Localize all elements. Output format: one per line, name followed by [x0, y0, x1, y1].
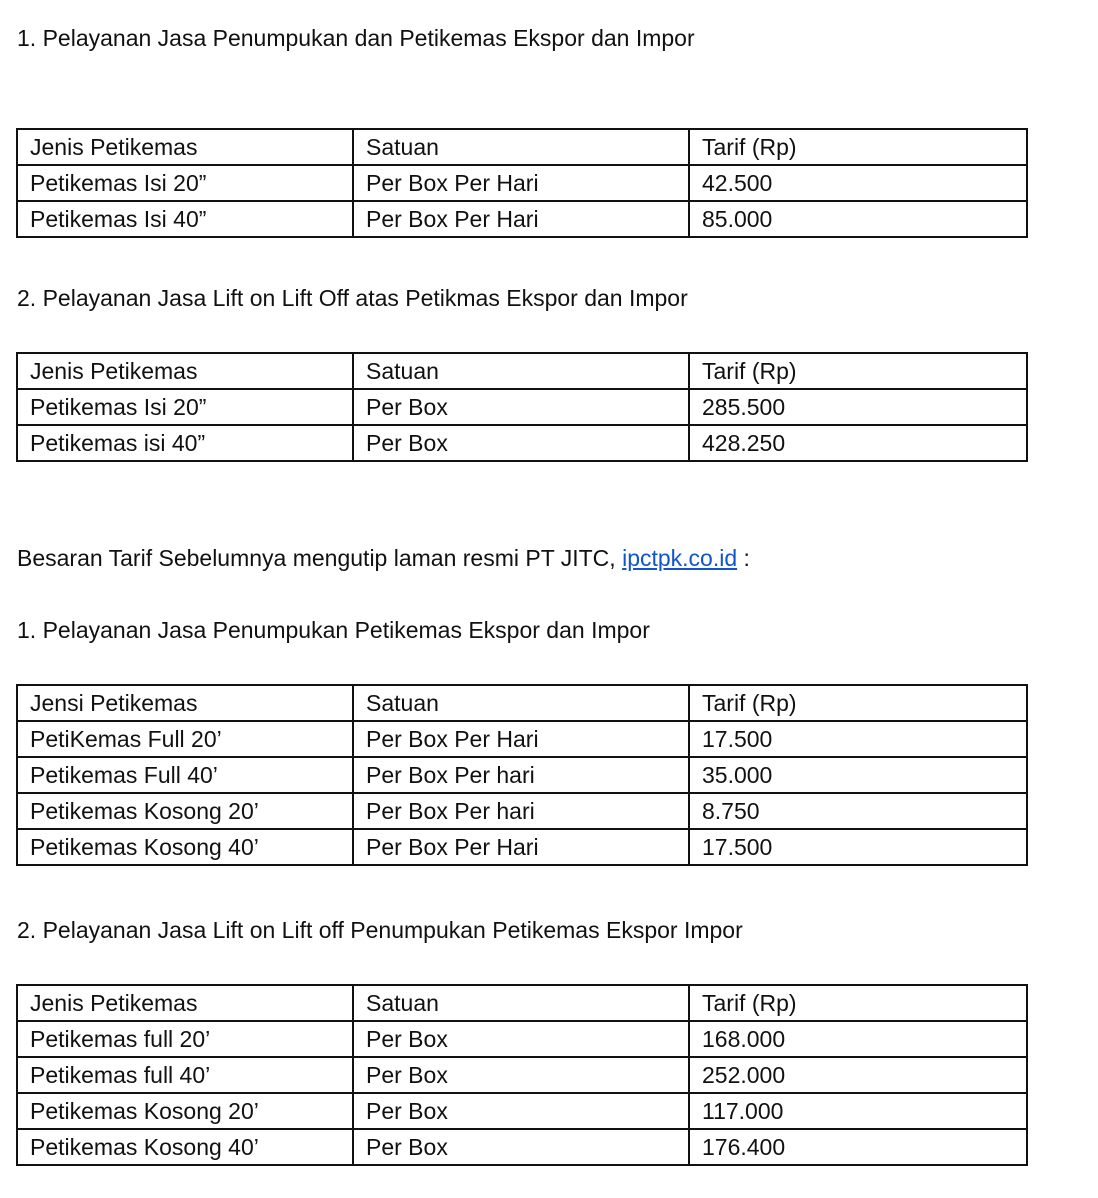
intro-suffix: :: [737, 545, 750, 571]
header-cell-unit: Satuan: [353, 129, 689, 165]
cell-unit: Per Box: [353, 1057, 689, 1093]
header-cell-type: Jenis Petikemas: [17, 129, 353, 165]
cell-type: Petikemas Kosong 20’: [17, 1093, 353, 1129]
cell-type: Petikemas Full 40’: [17, 757, 353, 793]
cell-tariff: 17.500: [689, 829, 1027, 865]
table-row: [17, 1093, 1027, 1129]
table-row: [17, 1129, 1027, 1165]
table-header-row: [17, 685, 1027, 721]
table-row: [17, 425, 1027, 461]
previous-tariff-intro: [17, 544, 750, 572]
source-link[interactable]: ipctpk.co.id: [622, 545, 738, 571]
header-cell-unit: Satuan: [353, 985, 689, 1021]
header-cell-unit: Satuan: [353, 353, 689, 389]
header-cell-type: Jensi Petikemas: [17, 685, 353, 721]
table-header-row: [17, 985, 1027, 1021]
table-row: [17, 201, 1027, 237]
cell-tariff: 35.000: [689, 757, 1027, 793]
cell-type: Petikemas Kosong 40’: [17, 829, 353, 865]
cell-tariff: 117.000: [689, 1093, 1027, 1129]
table-header-row: [17, 129, 1027, 165]
table-row: [17, 165, 1027, 201]
cell-type: PetiKemas Full 20’: [17, 721, 353, 757]
section-heading-storage-new: 1. Pelayanan Jasa Penumpukan dan Petikemas Ekspor dan Impor: [17, 25, 695, 51]
cell-unit: Per Box Per hari: [353, 793, 689, 829]
section-heading-storage-previous: 1. Pelayanan Jasa Penumpukan Petikemas Ekspor dan Impor: [17, 617, 650, 643]
cell-unit: Per Box: [353, 1129, 689, 1165]
header-cell-tariff: Tarif (Rp): [689, 985, 1027, 1021]
table-row: [17, 389, 1027, 425]
cell-unit: Per Box Per Hari: [353, 165, 689, 201]
cell-tariff: 176.400: [689, 1129, 1027, 1165]
cell-tariff: 428.250: [689, 425, 1027, 461]
cell-unit: Per Box: [353, 425, 689, 461]
cell-unit: Per Box: [353, 1093, 689, 1129]
section-heading-lolo-previous: 2. Pelayanan Jasa Lift on Lift off Penumpukan Petikemas Ekspor Impor: [17, 917, 743, 943]
cell-type: Petikemas Isi 20”: [17, 165, 353, 201]
header-cell-tariff: Tarif (Rp): [689, 353, 1027, 389]
cell-tariff: 85.000: [689, 201, 1027, 237]
header-cell-type: Jenis Petikemas: [17, 353, 353, 389]
intro-text: Besaran Tarif Sebelumnya mengutip laman resmi PT JITC,: [17, 545, 623, 571]
cell-tariff: 168.000: [689, 1021, 1027, 1057]
cell-type: Petikemas isi 40”: [17, 425, 353, 461]
cell-type: Petikemas full 40’: [17, 1057, 353, 1093]
header-cell-tariff: Tarif (Rp): [689, 685, 1027, 721]
tariff-table-storage-new: [16, 128, 1028, 238]
table-row: [17, 757, 1027, 793]
cell-unit: Per Box Per Hari: [353, 201, 689, 237]
table-row: [17, 1021, 1027, 1057]
cell-tariff: 17.500: [689, 721, 1027, 757]
header-cell-tariff: Tarif (Rp): [689, 129, 1027, 165]
tariff-table-lolo-previous: [16, 984, 1028, 1166]
table-row: [17, 1057, 1027, 1093]
cell-unit: Per Box: [353, 389, 689, 425]
table-header-row: [17, 353, 1027, 389]
cell-unit: Per Box Per hari: [353, 757, 689, 793]
cell-type: Petikemas Isi 20”: [17, 389, 353, 425]
cell-type: Petikemas full 20’: [17, 1021, 353, 1057]
cell-type: Petikemas Isi 40”: [17, 201, 353, 237]
table-row: [17, 793, 1027, 829]
tariff-table-lolo-new: [16, 352, 1028, 462]
cell-type: Petikemas Kosong 20’: [17, 793, 353, 829]
header-cell-type: Jenis Petikemas: [17, 985, 353, 1021]
cell-unit: Per Box Per Hari: [353, 721, 689, 757]
table-row: [17, 721, 1027, 757]
cell-type: Petikemas Kosong 40’: [17, 1129, 353, 1165]
tariff-table-storage-previous: [16, 684, 1028, 866]
table-row: [17, 829, 1027, 865]
cell-tariff: 42.500: [689, 165, 1027, 201]
cell-unit: Per Box Per Hari: [353, 829, 689, 865]
section-heading-lolo-new: 2. Pelayanan Jasa Lift on Lift Off atas Petikmas Ekspor dan Impor: [17, 285, 688, 311]
header-cell-unit: Satuan: [353, 685, 689, 721]
cell-tariff: 252.000: [689, 1057, 1027, 1093]
cell-unit: Per Box: [353, 1021, 689, 1057]
cell-tariff: 285.500: [689, 389, 1027, 425]
cell-tariff: 8.750: [689, 793, 1027, 829]
